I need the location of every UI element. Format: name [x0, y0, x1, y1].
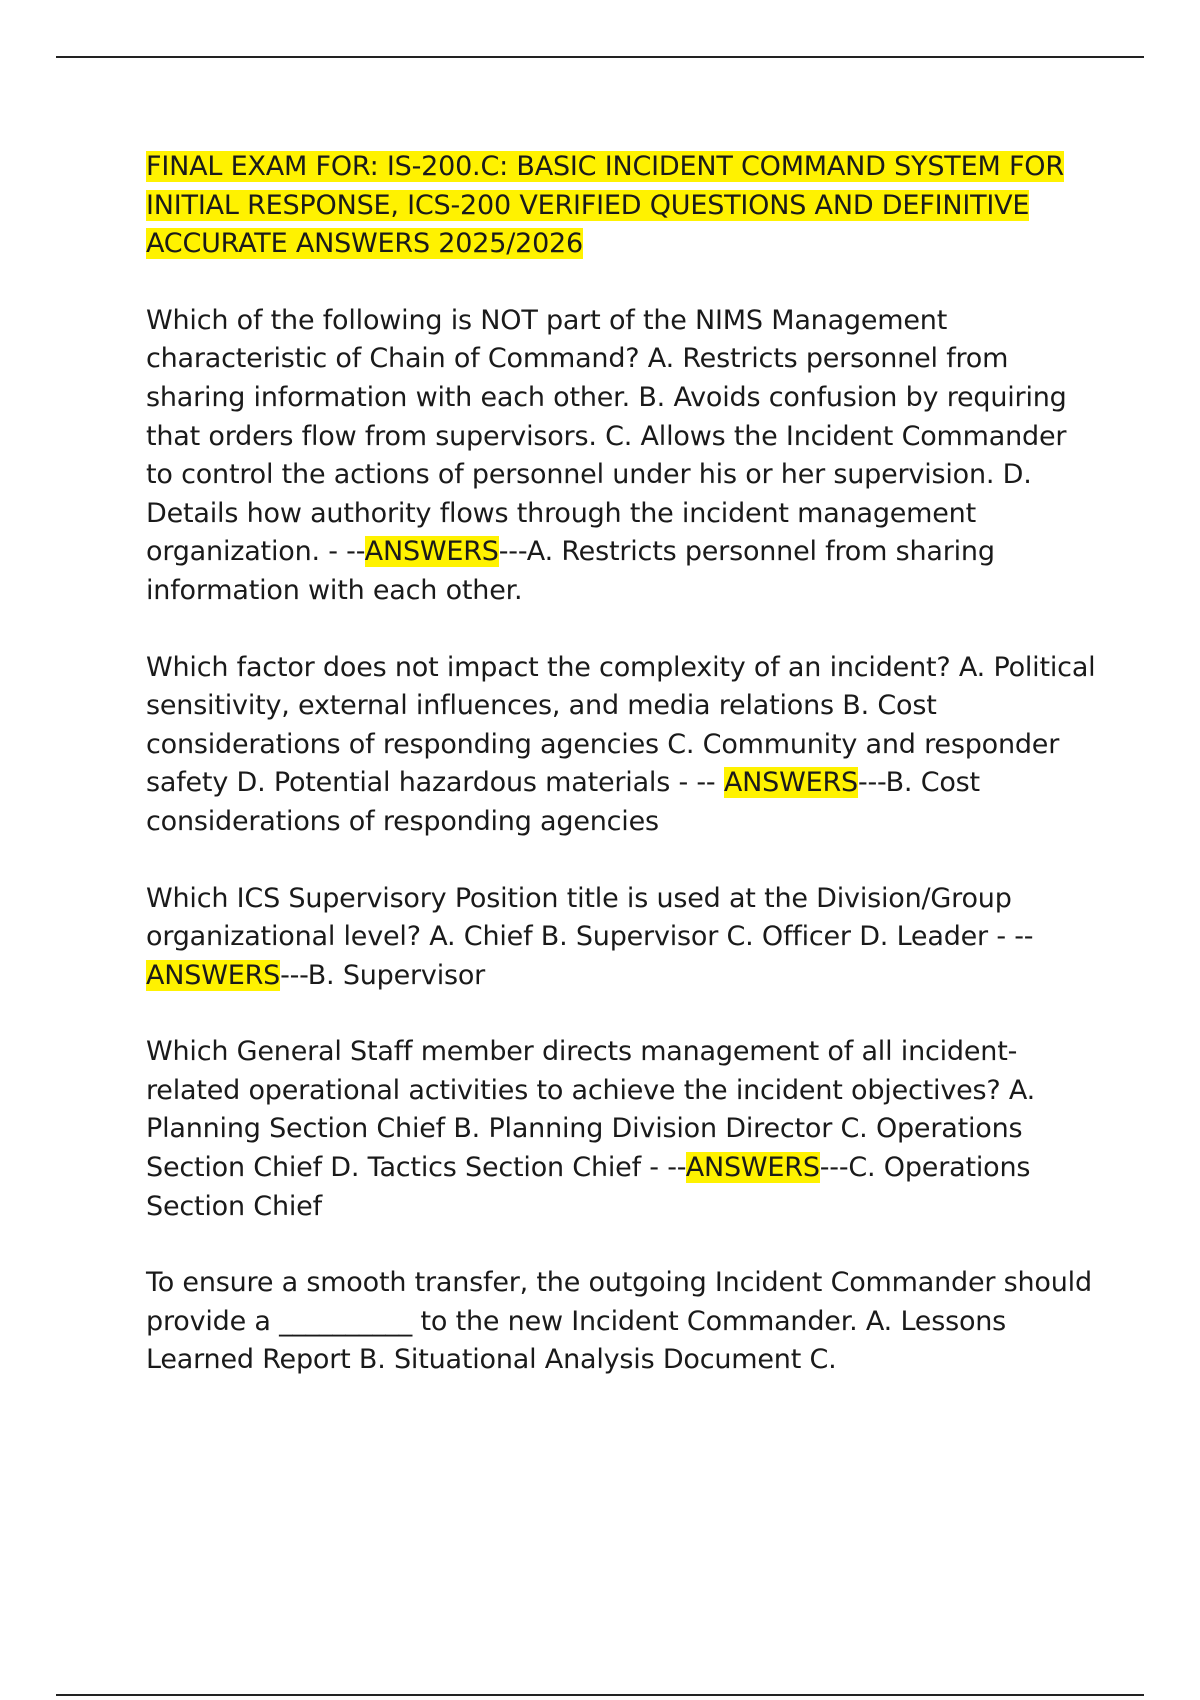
document-title — [146, 148, 1096, 264]
answer-text: ---B. Supervisor — [280, 959, 486, 991]
qa-item-4 — [146, 1033, 1096, 1226]
bottom-rule — [56, 1694, 1144, 1696]
qa-item-2 — [146, 649, 1096, 842]
qa-item-5 — [146, 1264, 1096, 1380]
title-highlight: FINAL EXAM FOR: IS-200.C: BASIC INCIDENT COMMAND SYSTEM FOR INITIAL RESPONSE, ICS-200 VERIFIED QUESTIONS AND DEFINITIVE ACCURATE ANSWERS 2025/2026 — [146, 151, 1064, 260]
answer-marker: ANSWERS — [723, 767, 858, 799]
answer-text: ---B. Cost considerations of responding agencies — [146, 767, 980, 837]
question-text: Which factor does not impact the complexity of an incident? A. Political sensitivity, external influences, and media relations B. Cost considerations of responding agencies C. Community and responder safety D. Potential hazardous materials - -- — [146, 651, 1096, 799]
answer-text: ---A. Restricts personnel from sharing information with each other. — [146, 536, 995, 606]
question-text: Which ICS Supervisory Position title is used at the Division/Group organizational level? A. Chief B. Supervisor C. Officer D. Leader - -- — [146, 882, 1033, 953]
answer-marker: ANSWERS — [685, 1152, 820, 1184]
question-text: To ensure a smooth transfer, the outgoing Incident Commander should provide a __________ to the new Incident Commander. A. Lessons Learned Report B. Situational Analysis Document C. — [146, 1267, 1092, 1376]
document-body — [146, 148, 1096, 1418]
answer-text: ---C. Operations Section Chief — [146, 1152, 1031, 1222]
top-rule — [56, 56, 1144, 58]
question-text: Which of the following is NOT part of the NIMS Management characteristic of Chain of Command? A. Restricts personnel from sharing information with each other. B. Avoids confusion by requiring that orders flow from supervisors. C. Allows the Incident Commander to control the actions of personnel under his or her supervision. D. Details how authority flows through the incident management organization. - -- — [146, 304, 1067, 568]
qa-item-3 — [146, 880, 1096, 996]
qa-item-1 — [146, 302, 1096, 611]
question-text: Which General Staff member directs management of all incident-related operational activities to achieve the incident objectives? A. Planning Section Chief B. Planning Division Director C. Operations Section Chief D. Tactics Section Chief - -- — [146, 1036, 1036, 1184]
answer-marker: ANSWERS — [146, 959, 281, 991]
answer-marker: ANSWERS — [364, 536, 499, 568]
